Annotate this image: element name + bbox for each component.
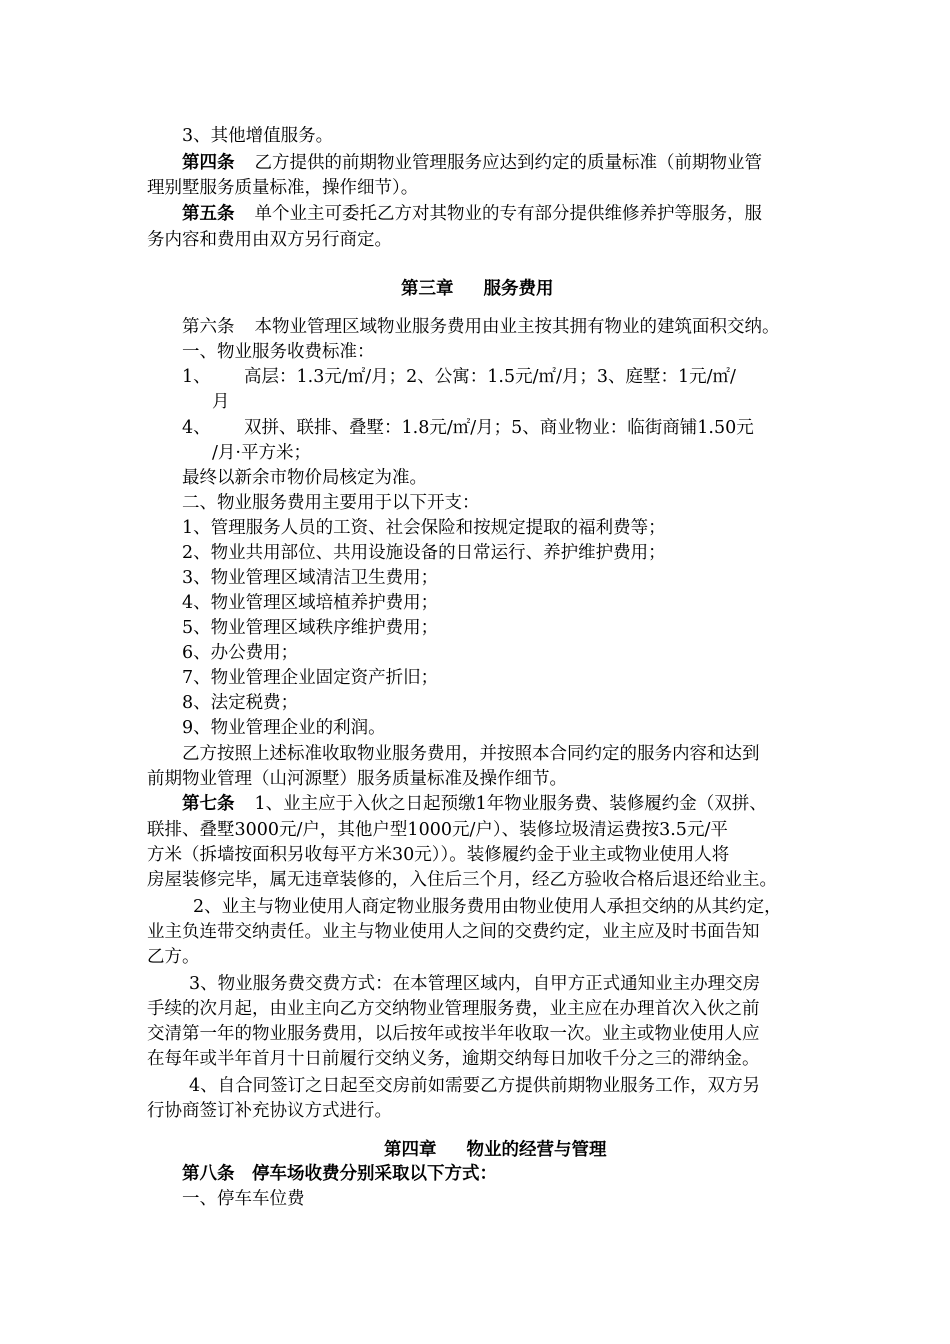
list-item: 4、物业管理区域培植养护费用； <box>182 593 439 613</box>
chapter-number: 第三章 <box>401 279 454 299</box>
paragraph-line: 手续的次月起，由业主向乙方交纳物业管理服务费，业主应在办理首次入伙之前 <box>147 999 760 1019</box>
chapter-title: 物业的经营与管理 <box>466 1140 607 1160</box>
paragraph-line: 3、其他增值服务。 <box>182 126 334 146</box>
list-number: 1、 <box>182 367 211 387</box>
article-label: 第五条 <box>182 204 235 224</box>
article-8-line: 第八条 停车场收费分别采取以下方式： <box>182 1164 497 1184</box>
fee-line: /月·平方米； <box>212 443 311 463</box>
paragraph-line: 前期物业管理（山河源墅）服务质量标准及操作细节。 <box>147 769 567 789</box>
fee-line: 双拼、联排、叠墅：1.8元/㎡/月；5、商业物业：临街商铺1.50元 <box>244 418 754 438</box>
paragraph-line: 2、业主与物业使用人商定物业服务费用由物业使用人承担交纳的从其约定， <box>193 897 782 917</box>
list-item: 1、管理服务人员的工资、社会保险和按规定提取的福利费等； <box>182 518 666 538</box>
paragraph-line: 交清第一年的物业服务费用，以后按年或按半年收取一次。业主或物业使用人应 <box>147 1024 760 1044</box>
paragraph-line: 房屋装修完毕，属无违章装修的，入住后三个月，经乙方验收合格后退还给业主。 <box>147 870 777 890</box>
list-number: 4、 <box>182 418 211 438</box>
paragraph-line: 乙方按照上述标准收取物业服务费用，并按照本合同约定的服务内容和达到 <box>182 744 760 764</box>
article-4-line <box>182 151 762 177</box>
list-item: 7、物业管理企业固定资产折旧； <box>182 668 439 688</box>
list-item: 5、物业管理区域秩序维护费用； <box>182 618 439 638</box>
paragraph-line: 一、停车车位费 <box>182 1189 305 1209</box>
paragraph-line: 在每年或半年首月十日前履行交纳义务，逾期交纳每日加收千分之三的滞纳金。 <box>147 1049 760 1069</box>
fee-line: 高层：1.3元/㎡/月；2、公寓：1.5元/㎡/月；3、庭墅：1元/㎡/ <box>244 367 736 387</box>
paragraph-line: 乙方。 <box>147 947 200 967</box>
paragraph-line: 3、物业服务费交费方式：在本管理区域内，自甲方正式通知业主办理交房 <box>189 974 761 994</box>
paragraph-line: 联排、叠墅3000元/户，其他户型1000元/户）、装修垃圾清运费按3.5元/平 <box>147 820 728 840</box>
paragraph-line: 理别墅服务质量标准，操作细节）。 <box>147 178 419 198</box>
chapter-4-heading <box>384 1138 607 1164</box>
article-6-line <box>182 315 780 341</box>
list-item: 2、物业共用部位、共用设施设备的日常运行、养护维护费用； <box>182 543 666 563</box>
paragraph-line: 务内容和费用由双方另行商定。 <box>147 230 392 250</box>
article-text: 单个业主可委托乙方对其物业的专有部分提供维修养护等服务，服 <box>254 204 762 224</box>
list-item: 6、办公费用； <box>182 643 299 663</box>
fee-line: 月 <box>212 392 230 412</box>
article-text: 乙方提供的前期物业管理服务应达到约定的质量标准（前期物业管 <box>254 153 762 173</box>
article-5-line <box>182 202 762 228</box>
article-label: 第六条 <box>182 317 235 337</box>
list-item: 9、物业管理企业的利润。 <box>182 718 386 738</box>
fee-line: 最终以新余市物价局核定为准。 <box>182 468 427 488</box>
paragraph-line: 业主负连带交纳责任。业主与物业使用人之间的交费约定，业主应及时书面告知 <box>147 922 760 942</box>
list-item: 8、法定税费； <box>182 693 299 713</box>
chapter-title: 服务费用 <box>483 279 554 299</box>
article-text: 本物业管理区域物业服务费用由业主按其拥有物业的建筑面积交纳。 <box>254 317 780 337</box>
article-label: 第七条 <box>182 794 235 814</box>
paragraph-line: 4、自合同签订之日起至交房前如需要乙方提供前期物业服务工作，双方另 <box>189 1076 761 1096</box>
paragraph-line: 方米（拆墙按面积另收每平方米30元））。装修履约金于业主或物业使用人将 <box>147 845 730 865</box>
article-text: 1、业主应于入伙之日起预缴1年物业服务费、装修履约金（双拼、 <box>254 794 767 814</box>
fee-line: 一、物业服务收费标准： <box>182 342 375 362</box>
article-7-line <box>182 792 767 818</box>
paragraph-line: 行协商签订补充协议方式进行。 <box>147 1101 392 1121</box>
chapter-number: 第四章 <box>384 1140 437 1160</box>
list-item: 3、物业管理区域清洁卫生费用； <box>182 568 439 588</box>
chapter-3-heading <box>401 277 554 303</box>
fee-line: 二、物业服务费用主要用于以下开支： <box>182 493 480 513</box>
article-label: 第四条 <box>182 153 235 173</box>
